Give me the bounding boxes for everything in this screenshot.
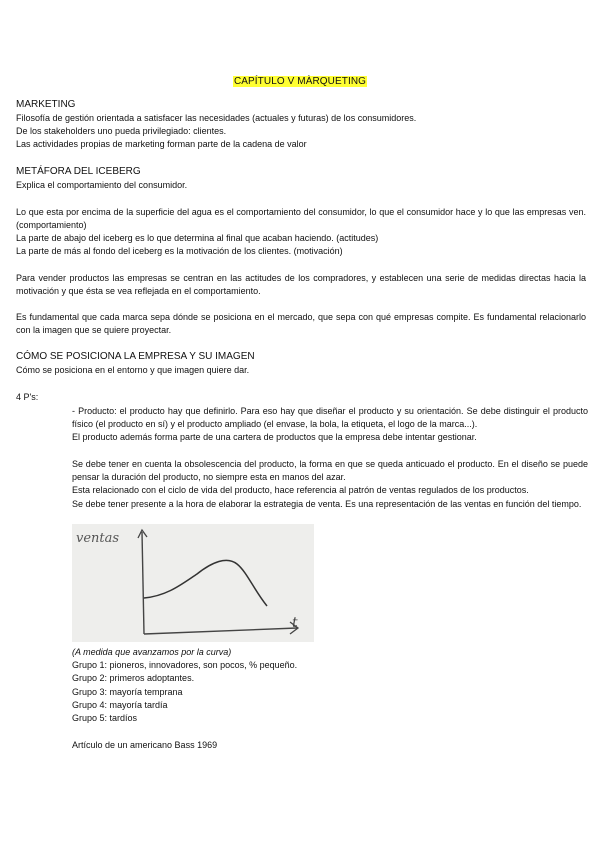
chapter-title: CAPÍTULO V MÀRQUETING <box>233 76 367 87</box>
grupo-item-1: Grupo 1: pioneros, innovadores, son pocos, % pequeño. <box>72 660 298 670</box>
obsolescencia-paragraph-1: Se debe tener en cuenta la obsolescencia del producto, la forma en que se queda anticuado el producto. En el diseño se puede pensar la duración del producto, no siempre esta en manos del azar. <box>72 459 588 482</box>
iceberg-paragraph-2: La parte de abajo del iceberg es lo que determina al final que acaban haciendo. (actitudes) <box>16 233 379 243</box>
posicion-intro: Cómo se posiciona en el entorno y que imagen quiere dar. <box>16 365 250 375</box>
four-ps-label: 4 P's: <box>16 392 39 402</box>
iceberg-paragraph-3: La parte de más al fondo del iceberg es la motivación de los clientes. (motivación) <box>16 246 343 256</box>
grupo-item-4: Grupo 4: mayoría tardía <box>72 700 168 710</box>
grupo-item-5: Grupo 5: tardíos <box>72 713 138 723</box>
posicion-heading: CÓMO SE POSICIONA LA EMPRESA Y SU IMAGEN <box>16 351 255 362</box>
sketch-x-label: t <box>292 615 298 631</box>
marketing-heading: MARKETING <box>16 99 76 110</box>
chapter-title-wrap <box>0 71 600 89</box>
sketch-y-axis <box>142 532 144 634</box>
curve-caption: (A medida que avanzamos por la curva) <box>72 647 232 657</box>
iceberg-heading: METÁFORA DEL ICEBERG <box>16 166 141 177</box>
grupo-item-2: Grupo 2: primeros adoptantes. <box>72 673 195 683</box>
iceberg-paragraph-1: Lo que esta por encima de la superficie del agua es el comportamiento del consumidor, lo que el consumidor hace y lo que las empresas ven. (comportamiento) <box>16 207 586 230</box>
producto-paragraph-1: - Producto: el producto hay que definirlo. Para eso hay que diseñar el producto y su orientación. Se debe distinguir el producto físico (el producto en sí) y el producto ampliado (el envase, la bola, la etiqueta, el logo de la marca...). <box>72 406 588 429</box>
marketing-line-3: Las actividades propias de marketing forman parte de la cadena de valor <box>16 139 307 149</box>
sketch-drawing <box>72 524 314 642</box>
grupo-item-3: Grupo 3: mayoría temprana <box>72 687 183 697</box>
iceberg-paragraph-5: Es fundamental que cada marca sepa dónde se posiciona en el mercado, que sepa con qué empresas compite. Es fundamental relacionarlo con la imagen que se quiere proyectar. <box>16 312 586 335</box>
iceberg-intro: Explica el comportamiento del consumidor. <box>16 180 188 190</box>
product-life-cycle-sketch <box>72 524 314 642</box>
obsolescencia-paragraph-2: Esta relacionado con el ciclo de vida del producto, hace referencia al patrón de ventas regulados de los productos. <box>72 485 529 495</box>
articulo-reference: Artículo de un americano Bass 1969 <box>72 740 218 750</box>
producto-paragraph-2: El producto además forma parte de una cartera de productos que la empresa debe intentar gestionar. <box>72 432 477 442</box>
sketch-x-axis <box>144 628 297 634</box>
iceberg-paragraph-4: Para vender productos las empresas se centran en las actitudes de los compradores, y establecen una serie de medidas directas hacia la motivación y que ésta se vea reflejada en el comportamiento. <box>16 273 586 296</box>
sketch-y-label: ventas <box>76 531 120 546</box>
marketing-line-2: De los stakeholders uno pueda privilegiado: clientes. <box>16 126 227 136</box>
obsolescencia-paragraph-3: Se debe tener presente a la hora de elaborar la estrategia de venta. Es una representación de las ventas en función del tiempo. <box>72 499 582 509</box>
marketing-line-1: Filosofía de gestión orientada a satisfacer las necesidades (actuales y futuras) de los consumidores. <box>16 113 417 123</box>
sketch-sales-curve <box>144 560 267 606</box>
